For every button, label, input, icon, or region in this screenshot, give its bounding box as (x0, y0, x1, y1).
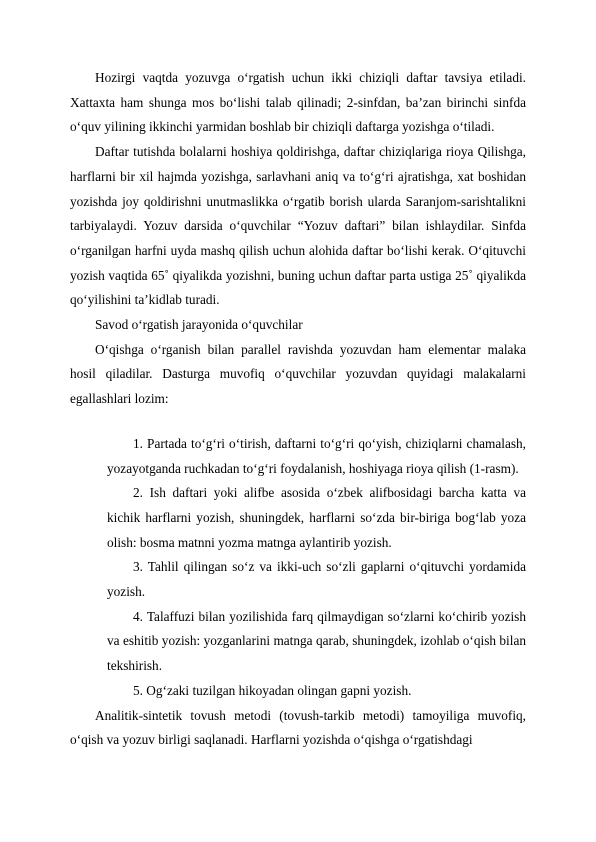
list-item: 3. Tahlil qilingan so‘z va ikki-uch so‘zli gaplarni o‘qituvchi yordamida yozish. (107, 559, 526, 600)
paragraph-analytic-synthetic: Analitik-sintetik tovush metodi (tovush-tarkib metodi) tamoyiliga muvofiq, o‘qish va yozuv birligi saqlanadi. Harflarni yozishda o‘qishga o‘rgatishdagi (70, 707, 526, 748)
paragraph-heading-pupils: Savod o‘rgatish jarayonida o‘quvchilar (95, 317, 303, 333)
list-item: 4. Talaffuzi bilan yozilishida farq qilmaydigan so‘zlarni ko‘chirib yozish va eshitib yozish: yozganlarini matnga qarab, shuningdek, izohlab o‘qish bilan tekshirish. (107, 608, 526, 674)
document-page (70, 66, 526, 753)
paragraph-skills-intro: O‘qishga o‘rganish bilan parallel ravishda yozuvdan ham elementar malaka hosil qiladilar. Dasturga muvofiq o‘quvchilar yozuvdan quyidagi malakalarni egallashlari lozim: (70, 341, 526, 407)
list-item: 2. Ish daftari yoki alifbe asosida o‘zbek alifbosidagi barcha katta va kichik harflarni yozish, shuningdek, harflarni so‘zda bir-biriga bog‘lab yoza olish: bosma matnni yozma matnga aylantirib yozish. (107, 485, 526, 550)
spacer (70, 412, 526, 432)
list-item: 5. Og‘zaki tuzilgan hikoyadan olingan gapni yozish. (133, 682, 412, 698)
list-item: 1. Partada to‘g‘ri o‘tirish, daftarni to‘g‘ri qo‘yish, chiziqlarni chamalash, yozayotganda ruchkadan to‘g‘ri foydalanish, hoshiyaga rioya qilish (1-rasm). (107, 435, 526, 476)
paragraph-notebook-types: Hozirgi vaqtda yozuvga o‘rgatish uchun ikki chiziqli daftar tavsiya etiladi. Xattaxta ham shunga mos bo‘lishi talab qilinadi; 2-sinfdan, ba’zan birinchi sinfda o‘quv yilining ikkinchi yarmidan boshlab bir chiziqli daftarga yozishga o‘tiladi. (70, 70, 526, 135)
skills-list (70, 432, 526, 704)
paragraph-notebook-rules: Daftar tutishda bolalarni hoshiya qoldirishga, daftar chiziqlariga rioya Qilishga, harflarni bir xil hajmda yozishga, sarlavhani aniq va to‘g‘ri ajratishga, xat boshidan yozishda joy qoldirishni unutmaslikka o‘rgatib borish ularda Saranjom-sarishtalikni tarbiyalaydi. Yozuv darsida o‘quvchilar “Yozuv daftari” bilan ishlaydilar. Sinfda o‘rganilgan harfni uyda mashq qilish uchun alohida daftar bo‘lishi kerak. O‘qituvchi yozish vaqtida 65˚ qiyalikda yozishni, buning uchun daftar parta ustiga 25˚ qiyalikda qo‘yilishini ta’kidlab turadi. (70, 144, 526, 308)
